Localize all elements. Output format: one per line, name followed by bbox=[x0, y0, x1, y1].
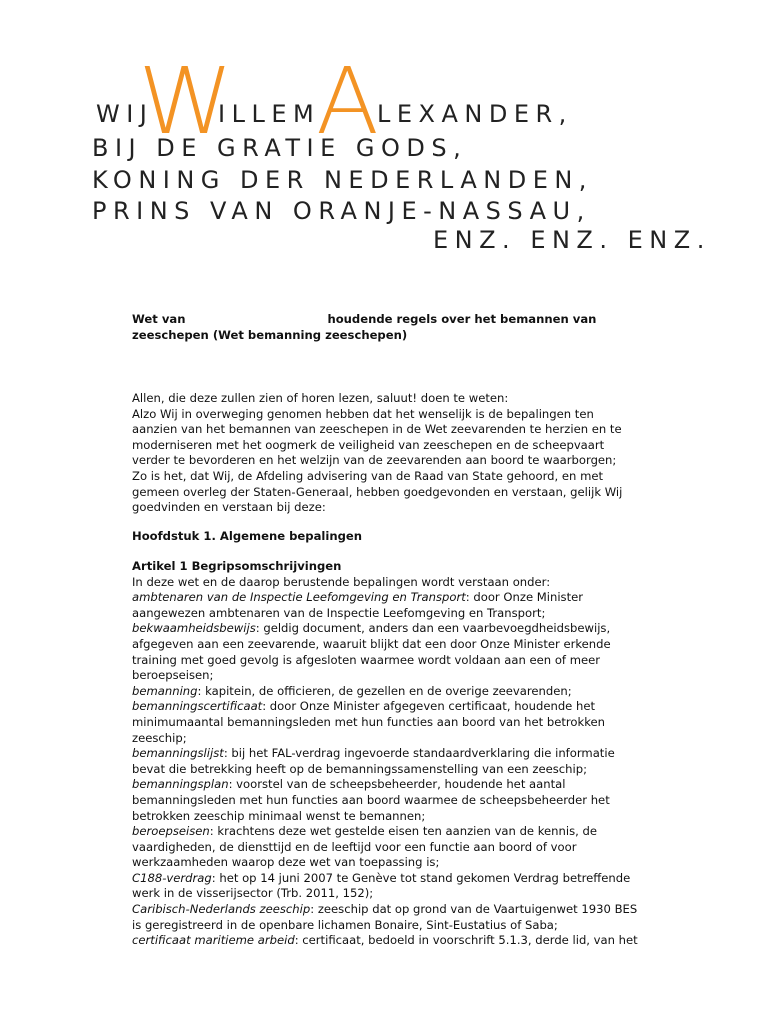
definition-term: bemanning bbox=[132, 683, 198, 698]
definition-text: : door Onze Minister aangewezen ambtenaren van de Inspectie Leefomgeving en Transport; bbox=[132, 590, 584, 620]
title-part1: Wet van bbox=[132, 312, 186, 326]
definition-term: certificaat maritieme arbeid bbox=[132, 933, 295, 948]
definition-text: : kapitein, de officieren, de gezellen en de overige zeevarenden; bbox=[197, 683, 572, 698]
definition-term: beroepseisen bbox=[132, 824, 210, 839]
definition-text: : voorstel van de scheepsbeheerder, houdende het aantal bemanningsleden met hun functies aan boord waarmee de scheepsbeheerder het betrokken zeeschip minimaal wenst te bemannen; bbox=[132, 777, 610, 823]
definition-text: : certificaat, bedoeld in voorschrift 5.1.3, derde lid, van het bbox=[294, 933, 638, 948]
article-1 bbox=[132, 559, 642, 949]
definition-term: Caribisch-Nederlands zeeschip bbox=[132, 902, 311, 917]
definition-item bbox=[132, 902, 642, 933]
definition-term: bemanningsplan bbox=[132, 777, 229, 792]
law-title bbox=[132, 311, 652, 343]
article-intro: In deze wet en de daarop berustende bepalingen wordt verstaan onder: bbox=[132, 574, 551, 589]
title-part3: zeeschepen (Wet bemanning zeeschepen) bbox=[132, 328, 408, 342]
definition-text: : door Onze Minister afgegeven certificaat, houdende het minimumaantal bemanningsleden met hun functies aan boord van het betrokken zeeschip; bbox=[132, 699, 605, 745]
royal-header bbox=[0, 0, 770, 260]
preamble-line: Alzo Wij in overweging genomen hebben dat het wenselijk is de bepalingen ten aanzien van het bemannen van zeeschepen in de Wet zeevarenden te herzien en te moderniseren met het oogmerk de veiligheid van zeeschepen en de scheepvaart verder te bevorderen en het welzijn van de zeevarenden aan boord te waarborgen; bbox=[132, 406, 622, 468]
definition-item bbox=[132, 871, 642, 902]
definition-text: : bij het FAL-verdrag ingevoerde standaardverklaring die informatie bevat die betrekking heeft op de bemanningssamenstelling van een zeeschip; bbox=[132, 746, 615, 776]
header-line2: BIJ DE GRATIE GODS, bbox=[92, 134, 468, 162]
definition-term: ambtenaren van de Inspectie Leefomgeving en Transport bbox=[132, 590, 466, 605]
definition-item bbox=[132, 590, 642, 621]
preamble-line: Allen, die deze zullen zien of horen lezen, saluut! doen te weten: bbox=[132, 391, 509, 405]
preamble-line: Zo is het, dat Wij, de Afdeling advisering van de Raad van State gehoord, en met gemeen overleg der Staten-Generaal, hebben goedgevonden en verstaan, gelijk Wij goedvinden en verstaan bij deze: bbox=[132, 468, 623, 515]
definition-text: : geldig document, anders dan een vaarbevoegdheidsbewijs, afgegeven aan een zeevarende, waaruit blijkt dat een door Onze Minister erkende training met goed gevolg is afgesloten waarmee wordt voldaan aan een of meer beroepseisen; bbox=[132, 621, 611, 683]
preamble bbox=[132, 391, 642, 516]
definition-item bbox=[132, 746, 642, 777]
chapter-heading: Hoofdstuk 1. Algemene bepalingen bbox=[132, 529, 363, 543]
initial-a-logo: A bbox=[316, 48, 379, 155]
definition-item bbox=[132, 684, 642, 700]
definition-item bbox=[132, 933, 642, 949]
header-wij: WIJ bbox=[96, 100, 154, 128]
header-line5: ENZ. ENZ. ENZ. bbox=[433, 226, 711, 254]
definition-text: : het op 14 juni 2007 te Genève tot stand gekomen Verdrag betreffende werk in de visserijsector (Trb. 2011, 152); bbox=[132, 870, 631, 901]
header-illem: ILLEM bbox=[218, 100, 321, 128]
definition-text: : zeeschip dat op grond van de Vaartuigenwet 1930 BES is geregistreerd in de openbare lichamen Bonaire, Sint-Eustatius of Saba; bbox=[132, 902, 638, 932]
definition-term: bekwaamheidsbewijs bbox=[132, 621, 256, 636]
definition-item bbox=[132, 699, 642, 746]
definition-term: C188-verdrag bbox=[132, 870, 212, 885]
initial-w-logo: W bbox=[138, 48, 234, 155]
definition-term: bemanningslijst bbox=[132, 746, 224, 761]
definition-term: bemanningscertificaat bbox=[132, 699, 263, 714]
header-line3: KONING DER NEDERLANDEN, bbox=[92, 166, 593, 194]
definition-item bbox=[132, 777, 642, 824]
article-heading: Artikel 1 Begripsomschrijvingen bbox=[132, 559, 342, 573]
header-line4: PRINS VAN ORANJE-NASSAU, bbox=[92, 197, 591, 225]
header-lexander: LEXANDER, bbox=[377, 100, 573, 128]
title-part2: houdende regels over het bemannen van bbox=[327, 312, 597, 326]
definition-text: : krachtens deze wet gestelde eisen ten aanzien van de kennis, de vaardigheden, de diensttijd en de leeftijd voor een functie aan boord of voor werkzaamheden waarop deze wet van toepassing is; bbox=[132, 824, 598, 870]
definition-item bbox=[132, 621, 642, 683]
definition-item bbox=[132, 824, 642, 871]
